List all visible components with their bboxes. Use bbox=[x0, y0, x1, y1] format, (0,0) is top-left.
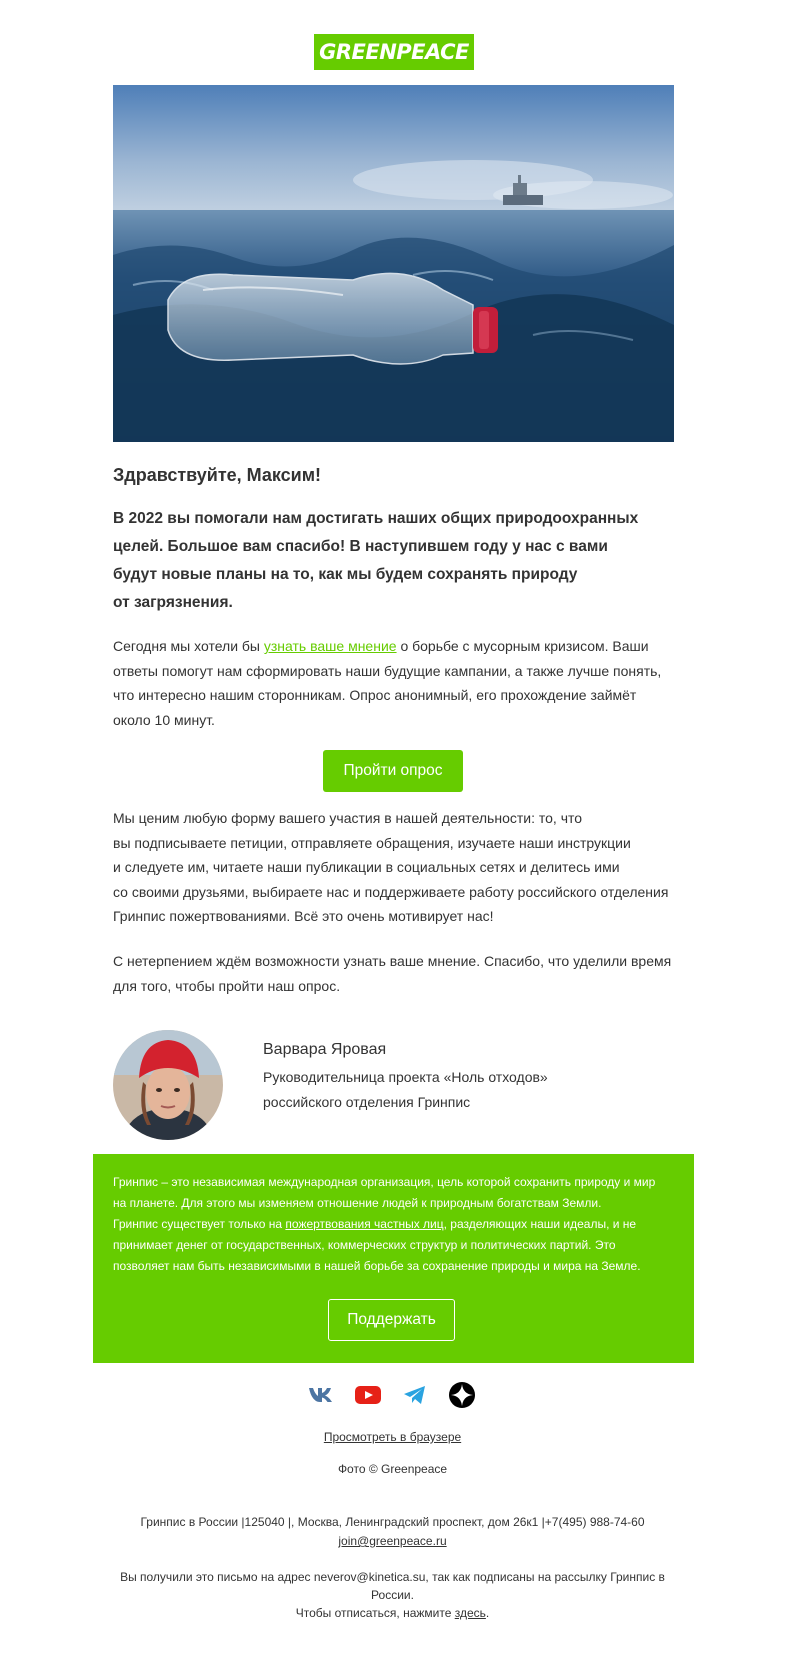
youtube-icon[interactable] bbox=[353, 1380, 383, 1410]
closing-line: для того, чтобы пройти наш опрос. bbox=[113, 977, 341, 994]
greenpeace-logo[interactable] bbox=[314, 34, 474, 70]
intro-text: о борьбе с мусорным кризисом. Ваши bbox=[396, 638, 649, 654]
about-line-2: на планете. Для этого мы изменяем отношение людей к природным богатствам Земли. bbox=[113, 1196, 602, 1210]
take-survey-button[interactable]: Пройти опрос bbox=[323, 750, 463, 792]
hero-photo bbox=[113, 85, 674, 442]
intro-text: Сегодня мы хотели бы bbox=[113, 638, 264, 654]
lead-line: В 2022 вы помогали нам достигать наших общих природоохранных bbox=[113, 510, 639, 527]
survey-intro-line-3: что интересно нашим сторонникам. Опрос анонимный, его прохождение займёт bbox=[113, 687, 637, 703]
closing-line: С нетерпением ждём возможности узнать ваше мнение. Спасибо, что уделили время bbox=[113, 953, 672, 969]
greeting: Здравствуйте, Максим! bbox=[113, 465, 322, 485]
lead-line: целей. Большое вам спасибо! В наступившем году у нас с вами bbox=[113, 538, 608, 555]
appreciation-line: Мы ценим любую форму вашего участия в нашей деятельности: то, что bbox=[113, 810, 583, 826]
telegram-icon[interactable] bbox=[400, 1380, 430, 1410]
closing-paragraph bbox=[113, 949, 678, 998]
unsubscribe-row bbox=[0, 1606, 785, 1620]
contact-email-link[interactable]: join@greenpeace.ru bbox=[338, 1534, 447, 1548]
unsubscribe-end: . bbox=[485, 1606, 490, 1620]
appreciation-line: вы подписываете петиции, отправляете обращения, изучаете наши инструкции bbox=[113, 834, 631, 851]
support-button[interactable]: Поддержать bbox=[328, 1299, 455, 1341]
about-text-part: , разделяющих наши идеалы, и не bbox=[443, 1217, 637, 1231]
about-greenpeace-box bbox=[93, 1154, 694, 1363]
signature-role bbox=[263, 1065, 548, 1115]
hero-image bbox=[113, 85, 674, 442]
about-line-4: принимает денег от государственных, коммерческих структур и политических партий. Это bbox=[113, 1238, 616, 1252]
about-line-5: позволяет нам быть независимыми в нашей борьбе за сохранение природы и мира на Земле. bbox=[113, 1259, 641, 1273]
vk-icon-graphic bbox=[308, 1387, 334, 1403]
survey-intro-line-4: около 10 минут. bbox=[113, 711, 215, 728]
logo-text: GREENPEACE bbox=[319, 40, 469, 64]
about-line-3 bbox=[113, 1214, 673, 1235]
about-line-1: Гринпис – это независимая международная организация, цель которой сохранить природу и мир bbox=[113, 1175, 656, 1189]
received-notice-line-2: России. bbox=[371, 1588, 414, 1602]
social-links bbox=[306, 1380, 486, 1410]
received-notice-line-1: Вы получили это письмо на адрес neverov@kinetica.su, так как подписаны на рассылку Гринпис в bbox=[120, 1570, 665, 1584]
email-row bbox=[0, 1534, 785, 1548]
appreciation-line: со своими друзьями, выбираете нас и поддерживаете работу российского отделения bbox=[113, 883, 669, 900]
survey-intro-line-1 bbox=[113, 634, 678, 659]
appreciation-line: Гринпис пожертвованиями. Всё это очень мотивирует нас! bbox=[113, 908, 494, 924]
signature-avatar bbox=[113, 1030, 223, 1140]
survey-link[interactable]: узнать ваше мнение bbox=[263, 638, 397, 654]
zen-icon-graphic bbox=[449, 1382, 475, 1408]
signature-role-line-1: Руководительница проекта «Ноль отходов» bbox=[263, 1069, 548, 1085]
telegram-icon-graphic bbox=[403, 1385, 427, 1405]
appreciation-paragraph bbox=[113, 806, 678, 929]
unsubscribe-link[interactable]: здесь bbox=[454, 1606, 486, 1620]
private-donations-link[interactable]: пожертвования частных лиц bbox=[285, 1217, 444, 1231]
survey-intro-line-2: ответы помогут нам сформировать наши будущие кампании, а также лучше понять, bbox=[113, 662, 662, 679]
signature-role-line-2: российского отделения Гринпис bbox=[263, 1094, 471, 1110]
about-text-part: Гринпис существует только на bbox=[113, 1217, 286, 1231]
zen-icon[interactable] bbox=[447, 1380, 477, 1410]
youtube-icon-graphic bbox=[355, 1386, 381, 1404]
signature-name: Варвара Яровая bbox=[263, 1041, 387, 1058]
address: Гринпис в России |125040 |, Москва, Ленинградский проспект, дом 26к1 |+7(495) 988-74-60 bbox=[140, 1515, 645, 1529]
vk-icon[interactable] bbox=[306, 1380, 336, 1410]
about-text bbox=[113, 1172, 673, 1277]
survey-intro-paragraph bbox=[113, 634, 678, 732]
view-in-browser-link[interactable]: Просмотреть в браузере bbox=[323, 1430, 462, 1444]
unsubscribe-text: Чтобы отписаться, нажмите bbox=[295, 1606, 455, 1620]
lead-paragraph bbox=[113, 505, 673, 617]
lead-line: будут новые планы на то, как мы будем сохранять природу bbox=[113, 566, 578, 583]
lead-line: от загрязнения. bbox=[113, 594, 233, 611]
view-in-browser-row bbox=[0, 1430, 785, 1444]
photo-credit: Фото © Greenpeace bbox=[337, 1462, 448, 1476]
avatar-photo bbox=[113, 1030, 223, 1140]
appreciation-line: и следуете им, читаете наши публикации в социальных сетях и делитесь ими bbox=[113, 859, 620, 875]
